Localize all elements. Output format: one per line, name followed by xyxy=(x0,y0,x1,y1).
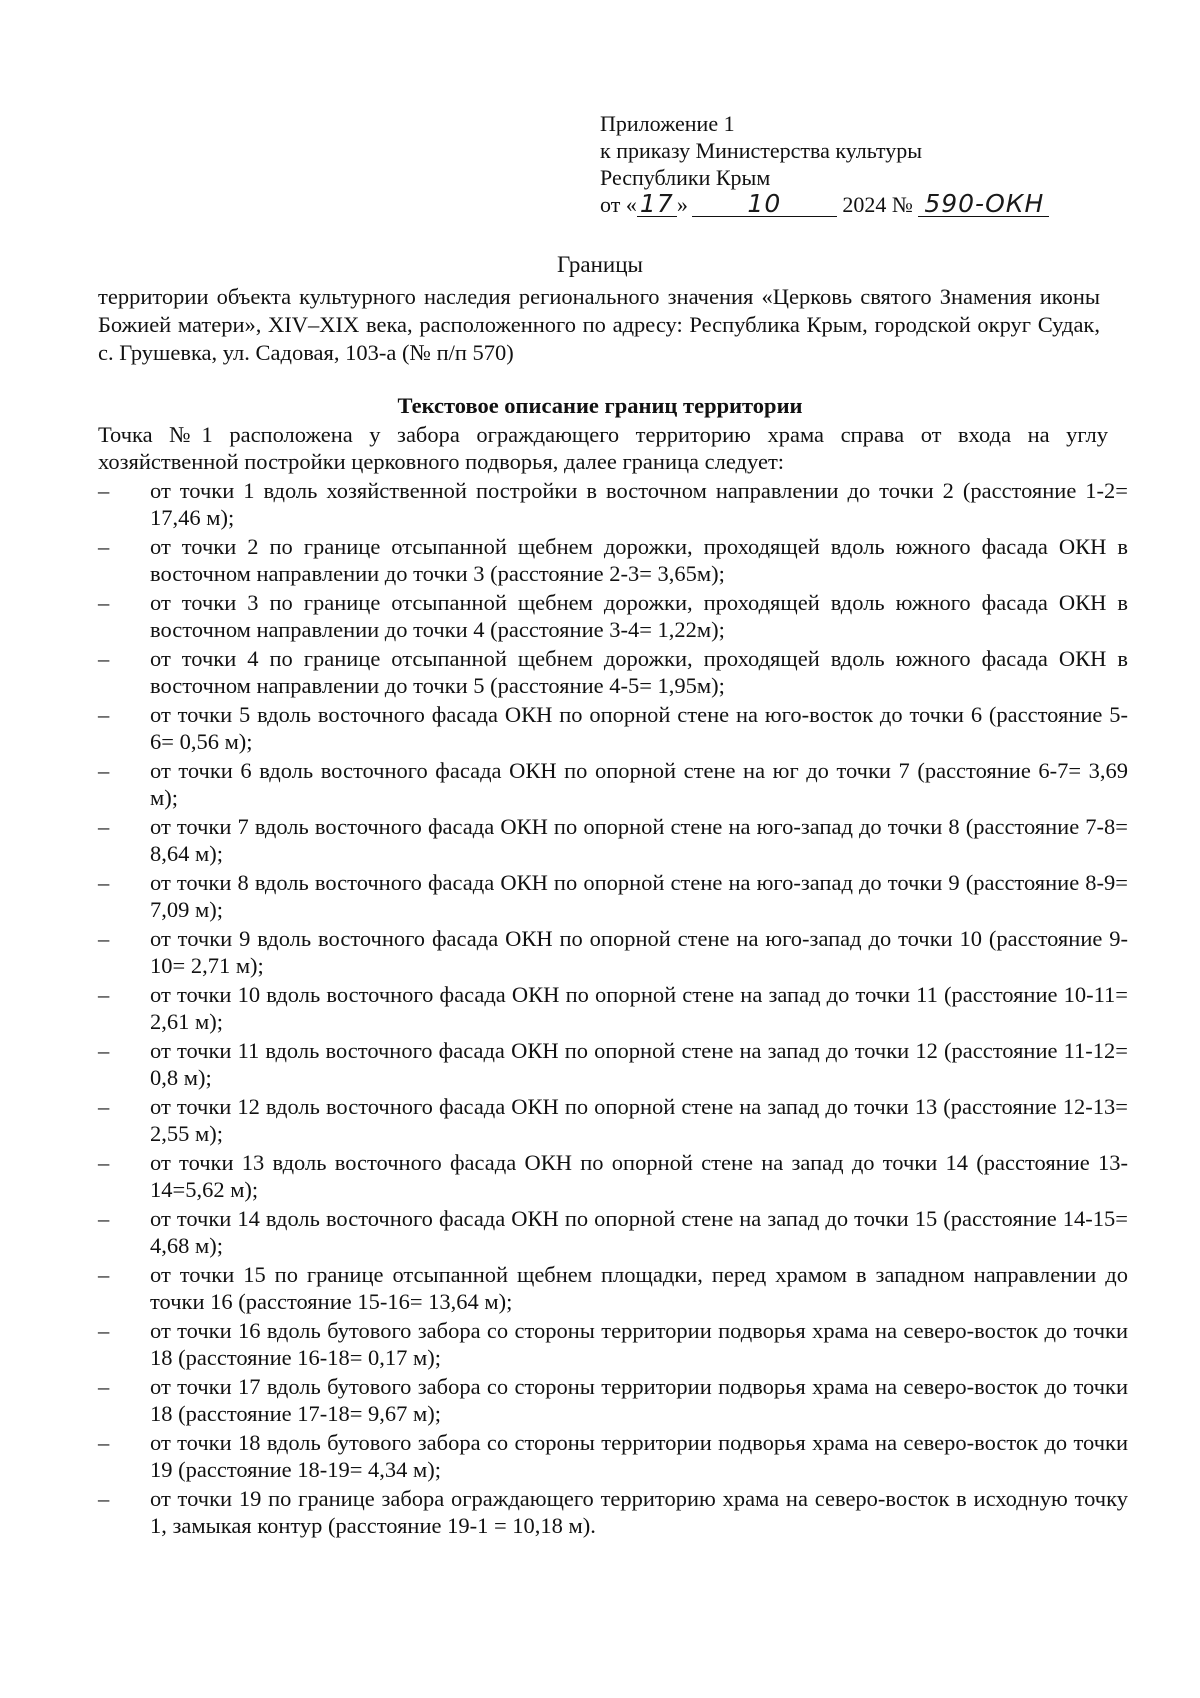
list-bullet-dash: – xyxy=(98,590,110,615)
boundary-item-text: от точки 15 по границе отсыпанной щебнем площадки, перед храмом в западном направлении до точки 16 (расстояние 15-16= 13,64 м); xyxy=(150,1262,1128,1314)
boundary-item-text: от точки 12 вдоль восточного фасада ОКН по опорной стене на запад до точки 13 (расстояние 12-13= 2,55 м); xyxy=(150,1094,1128,1146)
date-day-close: » xyxy=(676,192,688,217)
document-title: Границы xyxy=(557,252,643,277)
boundary-item-text: от точки 4 по границе отсыпанной щебнем дорожки, проходящей вдоль южного фасада ОКН в восточном направлении до точки 5 (расстояние 4-5= 1,95м); xyxy=(150,646,1128,698)
boundary-item-text: от точки 3 по границе отсыпанной щебнем дорожки, проходящей вдоль южного фасада ОКН в восточном направлении до точки 4 (расстояние 3-4= 1,22м); xyxy=(150,590,1128,642)
boundary-item-text: от точки 5 вдоль восточного фасада ОКН по опорной стене на юго-восток до точки 6 (расстояние 5-6= 0,56 м); xyxy=(150,702,1128,754)
date-year-text: 2024 № xyxy=(842,192,913,217)
boundary-item-text: от точки 7 вдоль восточного фасада ОКН по опорной стене на юго-запад до точки 8 (расстояние 7-8= 8,64 м); xyxy=(150,814,1128,866)
boundary-list-item xyxy=(98,1261,1128,1317)
list-bullet-dash: – xyxy=(98,1206,110,1231)
list-bullet-dash: – xyxy=(98,1486,110,1511)
boundary-list-item xyxy=(98,1317,1128,1373)
list-bullet-dash: – xyxy=(98,1150,110,1175)
list-bullet-dash: – xyxy=(98,1094,110,1119)
boundary-list-item xyxy=(98,1485,1128,1541)
list-bullet-dash: – xyxy=(98,478,110,503)
list-bullet-dash: – xyxy=(98,814,110,839)
boundary-item-text: от точки 14 вдоль восточного фасада ОКН по опорной стене на запад до точки 15 (расстояние 14-15= 4,68 м); xyxy=(150,1206,1128,1258)
boundary-item-text: от точки 19 по границе забора ограждающего территорию храма на северо-восток в исходную точку 1, замыкая контур (расстояние 19-1 = 10,18 м). xyxy=(150,1486,1128,1538)
boundary-item-text: от точки 8 вдоль восточного фасада ОКН по опорной стене на юго-запад до точки 9 (расстояние 8-9= 7,09 м); xyxy=(150,870,1128,922)
date-day-field xyxy=(637,189,677,218)
boundary-item-text: от точки 6 вдоль восточного фасада ОКН по опорной стене на юг до точки 7 (расстояние 6-7= 3,69 м); xyxy=(150,758,1128,810)
boundary-list xyxy=(98,477,1128,1541)
boundary-list-item xyxy=(98,589,1128,645)
boundary-item-text: от точки 10 вдоль восточного фасада ОКН по опорной стене на запад до точки 11 (расстояние 10-11= 2,61 м); xyxy=(150,982,1128,1034)
date-month-handwritten: 10 xyxy=(747,189,782,218)
list-bullet-dash: – xyxy=(98,1318,110,1343)
list-bullet-dash: – xyxy=(98,1038,110,1063)
list-bullet-dash: – xyxy=(98,646,110,671)
boundary-item-text: от точки 16 вдоль бутового забора со стороны территории подворья храма на северо-восток до точки 18 (расстояние 16-18= 0,17 м); xyxy=(150,1318,1128,1370)
list-bullet-dash: – xyxy=(98,1374,110,1399)
intro-paragraph: Точка №1 расположена у забора ограждающего территорию храма справа от входа на углу хозяйственной постройки церковного подворья, далее граница следует: xyxy=(98,422,1108,474)
boundary-list-item xyxy=(98,533,1128,589)
appendix-date-line xyxy=(600,191,1049,218)
boundary-list-item xyxy=(98,869,1128,925)
date-day-handwritten: 17 xyxy=(639,189,674,218)
boundary-list-item xyxy=(98,1429,1128,1485)
list-bullet-dash: – xyxy=(98,758,110,783)
list-bullet-dash: – xyxy=(98,702,110,727)
order-number-handwritten: 590-ОКН xyxy=(924,189,1045,218)
order-number-field xyxy=(918,189,1049,218)
boundary-item-text: от точки 18 вдоль бутового забора со стороны территории подворья храма на северо-восток до точки 19 (расстояние 18-19= 4,34 м); xyxy=(150,1430,1128,1482)
boundary-item-text: от точки 11 вдоль восточного фасада ОКН по опорной стене на запад до точки 12 (расстояние 11-12= 0,8 м); xyxy=(150,1038,1128,1090)
section-title: Текстовое описание границ территории xyxy=(397,393,803,418)
appendix-line-2: к приказу Министерства культуры xyxy=(600,138,923,163)
boundary-list-item xyxy=(98,1373,1128,1429)
boundary-item-text: от точки 13 вдоль восточного фасада ОКН по опорной стене на запад до точки 14 (расстояние 13-14=5,62 м); xyxy=(150,1150,1128,1202)
boundary-list-item xyxy=(98,1037,1128,1093)
boundary-item-text: от точки 17 вдоль бутового забора со стороны территории подворья храма на северо-восток до точки 18 (расстояние 17-18= 9,67 м); xyxy=(150,1374,1128,1426)
boundary-list-item xyxy=(98,1205,1128,1261)
boundary-list-item xyxy=(98,1093,1128,1149)
appendix-block xyxy=(600,110,1049,218)
date-month-field xyxy=(692,189,837,218)
appendix-line-3: Республики Крым xyxy=(600,165,771,190)
list-bullet-dash: – xyxy=(98,870,110,895)
boundary-list-item xyxy=(98,1149,1128,1205)
list-bullet-dash: – xyxy=(98,1262,110,1287)
boundary-list-item xyxy=(98,757,1128,813)
list-bullet-dash: – xyxy=(98,926,110,951)
list-bullet-dash: – xyxy=(98,982,110,1007)
boundary-list-item xyxy=(98,813,1128,869)
appendix-line-1: Приложение 1 xyxy=(600,111,735,136)
list-bullet-dash: – xyxy=(98,534,110,559)
boundary-item-text: от точки 2 по границе отсыпанной щебнем дорожки, проходящей вдоль южного фасада ОКН в восточном направлении до точки 3 (расстояние 2-3= 3,65м); xyxy=(150,534,1128,586)
date-prefix: от « xyxy=(600,192,637,217)
boundary-list-item xyxy=(98,645,1128,701)
boundary-list-item xyxy=(98,981,1128,1037)
document-subject: территории объекта культурного наследия регионального значения «Церковь святого Знамения иконы Божией матери», XIV–XIX века, расположенного по адресу: Республика Крым, городской округ Судак, с. Грушевка, ул. Садовая, 103-а (№ п/п 570) xyxy=(98,284,1100,365)
boundary-item-text: от точки 1 вдоль хозяйственной постройки в восточном направлении до точки 2 (расстояние 1-2= 17,46 м); xyxy=(150,478,1128,530)
boundary-list-item xyxy=(98,701,1128,757)
list-bullet-dash: – xyxy=(98,1430,110,1455)
boundary-item-text: от точки 9 вдоль восточного фасада ОКН по опорной стене на юго-запад до точки 10 (расстояние 9-10= 2,71 м); xyxy=(150,926,1128,978)
boundary-list-item xyxy=(98,925,1128,981)
boundary-list-item xyxy=(98,477,1128,533)
